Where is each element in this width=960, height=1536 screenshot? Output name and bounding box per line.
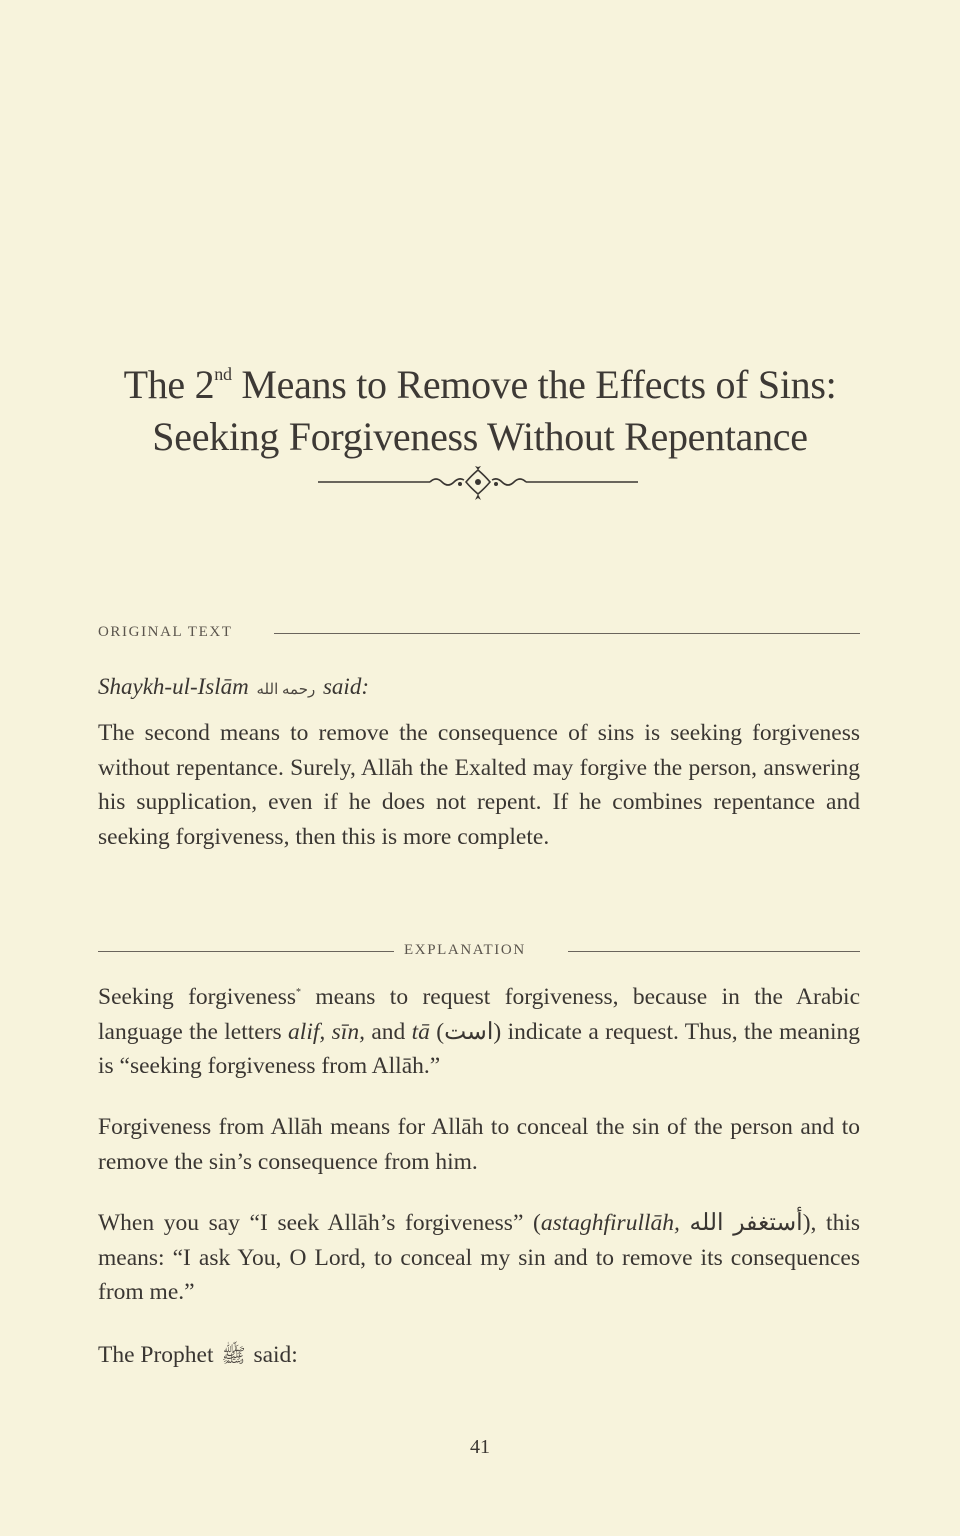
honorific-glyph: رحمه الله — [256, 682, 316, 698]
original-text-rule — [274, 633, 860, 634]
page-number: 41 — [470, 1436, 490, 1458]
explanation-rule-left — [98, 951, 394, 952]
term-alif: alif, — [288, 1018, 326, 1045]
chapter-title-line-1: The 2nd Means to Remove the Effects of Sins: — [123, 362, 837, 407]
explanation-rule-right — [568, 951, 860, 952]
explanation-paragraph-4: The Prophet ﷺ said: — [98, 1342, 298, 1368]
explanation-paragraph-2: Forgiveness from Allāh means for Allāh to conceal the sin of the person and to remove the sin’s consequence from him. — [98, 1114, 860, 1175]
term-ta: tā — [411, 1018, 430, 1045]
ordinal-superscript: nd — [214, 364, 232, 384]
title-ornament-divider — [318, 464, 638, 504]
term-sin: sīn, — [331, 1018, 365, 1045]
original-text-body: The second means to remove the consequence of sins is seeking forgiveness without repentance. Surely, Allāh the Exalted may forgive the person, answering his supplication, even if he does not repent. If he combines repentance and seeking forgiveness, then this is more complete. — [98, 720, 860, 850]
original-text-header — [98, 622, 860, 646]
explanation-label: EXPLANATION — [404, 942, 526, 958]
transliteration-astaghfirullah: astaghfirullāh, — [540, 1210, 680, 1236]
salutation-glyph: ﷺ — [221, 1345, 246, 1367]
original-text-attribution — [98, 674, 369, 700]
explanation-paragraph-1: Seeking forgiveness* means to request forgiveness, because in the Arabic language the letters alif, sīn, and tā (است) indicate a request. Thus, the meaning is “seeking forgiveness from Allāh.” — [98, 984, 861, 1079]
arabic-letters: است — [444, 1018, 494, 1045]
original-text-label: ORIGINAL TEXT — [98, 624, 233, 640]
attribution-verb: said: — [322, 674, 369, 699]
explanation-header — [98, 940, 860, 964]
attribution-name: Shaykh-ul-Islām — [98, 674, 249, 699]
explanation-paragraph-3: When you say “I seek Allāh’s forgiveness” (astaghfirullāh, أستغفر الله), this means: “I ask You, O Lord, to conceal my sin and to remove its consequences from me.” — [98, 1210, 860, 1305]
footnote-marker: * — [296, 987, 301, 999]
arabic-astaghfirullah: أستغفر الله — [689, 1210, 803, 1236]
chapter-title-line-2: Seeking Forgiveness Without Repentance — [152, 414, 808, 459]
